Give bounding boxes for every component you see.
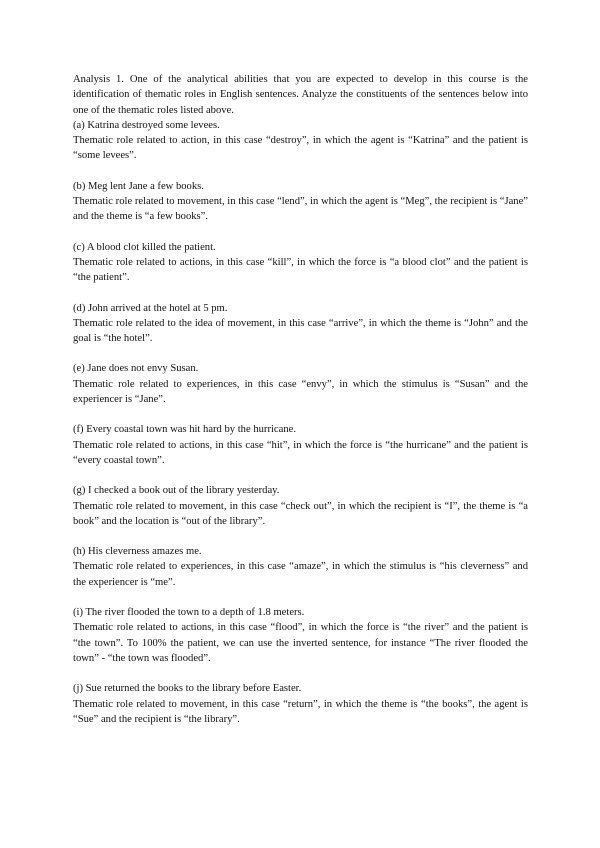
example-sentence: (h) His cleverness amazes me.	[73, 546, 202, 558]
intro-paragraph: Analysis 1. One of the analytical abilities that you are expected to develop in this course is the identification of thematic roles in English sentences. Analyze the constituents of the sentences below into one of the thematic roles listed above.	[73, 74, 528, 116]
document-page	[73, 72, 528, 727]
item-d	[73, 301, 528, 347]
analysis-text: Thematic role related to actions, in this case “kill”, in which the force is “a blood clot” and the patient is “the patient”.	[73, 256, 528, 284]
analysis-text: Thematic role related to movement, in this case “return”, in which the theme is “the books”, the agent is “Sue” and the recipient is “the library”.	[73, 698, 528, 725]
item-g	[73, 483, 528, 529]
analysis-text: Thematic role related to experiences, in this case “amaze”, in which the stimulus is “his cleverness” and the experiencer is “me”.	[73, 561, 528, 588]
analysis-text: Thematic role related to experiences, in this case “envy”, in which the stimulus is “Susan” and the experiencer is “Jane”.	[73, 378, 528, 406]
example-sentence: (i) The river flooded the town to a depth of 1.8 meters.	[73, 607, 305, 619]
item-c	[73, 240, 528, 286]
item-a	[73, 118, 528, 164]
example-sentence: (e) Jane does not envy Susan.	[73, 363, 199, 375]
analysis-text: Thematic role related to the idea of movement, in this case “arrive”, in which the theme is “John” and the goal is “the hotel”.	[73, 317, 528, 345]
item-e	[73, 361, 528, 407]
item-f	[73, 422, 528, 468]
example-sentence: (j) Sue returned the books to the library before Easter.	[73, 683, 302, 695]
analysis-text: Thematic role related to actions, in this case “hit”, in which the force is “the hurricane” and the patient is “every coastal town”.	[73, 439, 528, 466]
example-sentence: (g) I checked a book out of the library yesterday.	[73, 485, 280, 497]
item-i	[73, 605, 528, 666]
analysis-text: Thematic role related to actions, in this case “flood”, in which the force is “the river” and the patient is “the town”. To 100% the patient, we can use the inverted sentence, for instance “The river flooded the town” - “the town was flooded”.	[73, 622, 528, 664]
analysis-text: Thematic role related to action, in this case “destroy”, in which the agent is “Katrina” and the patient is “some levees”.	[73, 135, 528, 162]
item-h	[73, 544, 528, 590]
example-sentence: (b) Meg lent Jane a few books.	[73, 180, 204, 192]
item-b	[73, 179, 528, 225]
analysis-text: Thematic role related to movement, in this case “check out”, in which the recipient is “I”, the theme is “a book” and the location is “out of the library”.	[73, 500, 528, 527]
example-sentence: (f) Every coastal town was hit hard by the hurricane.	[73, 424, 296, 436]
item-j	[73, 681, 528, 727]
example-sentence: (d) John arrived at the hotel at 5 pm.	[73, 302, 228, 314]
analysis-text: Thematic role related to movement, in this case “lend”, in which the agent is “Meg”, the recipient is “Jane” and the theme is “a few books”.	[73, 196, 528, 223]
example-sentence: (a) Katrina destroyed some levees.	[73, 119, 220, 131]
example-sentence: (c) A blood clot killed the patient.	[73, 241, 216, 253]
